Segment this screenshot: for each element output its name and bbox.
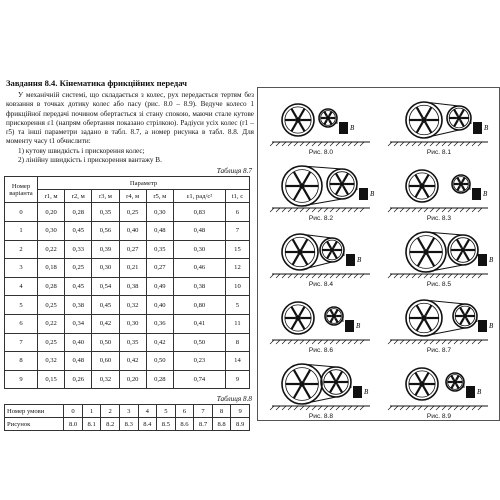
table-cell: 0,22 — [38, 240, 65, 259]
table-col-header: t1, с — [225, 190, 249, 203]
table-cell: 0,42 — [119, 352, 146, 371]
table-8-8 — [4, 404, 250, 431]
table-cell: 3 — [119, 405, 138, 418]
table-cell: 8.7 — [194, 418, 213, 431]
table-cell: 9 — [231, 405, 250, 418]
mechanism-figure — [262, 158, 380, 222]
table-cell: 14 — [225, 352, 249, 371]
table-cell: 7 — [5, 333, 38, 352]
table-cell: 8.8 — [212, 418, 231, 431]
load-label: B — [356, 322, 361, 330]
mechanism-figure — [380, 356, 498, 420]
table-header-variant: Номер варіанта — [5, 177, 38, 203]
mechanism-figure — [380, 290, 498, 354]
mechanism-figure — [380, 158, 498, 222]
table-col-header: r3, м — [92, 190, 119, 203]
table-col-header: r5, м — [146, 190, 173, 203]
table-row — [5, 259, 250, 278]
table-cell: 8.3 — [119, 418, 138, 431]
task-paragraph: У механічній системі, що складається з колес, рух передається тертям без ковзання в точках дотику колес або пасу (рис. 8.0 – 8.9). Ведуче колесо 1 фрикційної передачі почином обертається зі стану спокою, маючи стале кутове прискорення ε1 (напрям обертання показано стрілкою). Радіуси усіх колес (r1 – r5) та інші параметри задано в табл. 8.7, а номер рисунка в табл. 8.8. Для моменту часу t1 обчислити: — [6, 91, 254, 146]
table-cell: 0,48 — [173, 221, 225, 240]
table-cell: 0,25 — [65, 259, 92, 278]
table-cell: 0,30 — [173, 240, 225, 259]
table-row — [5, 277, 250, 296]
task-item-1: 1) кутову швидкість і прискорення колес; — [18, 146, 145, 155]
table-cell: 8.2 — [101, 418, 120, 431]
table-cell: 9 — [225, 370, 249, 389]
table-cell: 6 — [225, 203, 249, 222]
table-cell: 8.6 — [175, 418, 194, 431]
table-cell: 0,18 — [38, 259, 65, 278]
table-cell: 0,32 — [38, 352, 65, 371]
mechanism-figure — [262, 224, 380, 288]
figure-caption: Рис. 8.8 — [308, 413, 334, 420]
figure-caption: Рис. 8.7 — [426, 347, 452, 354]
table-cell: 0,35 — [92, 203, 119, 222]
table-cell: 0,45 — [65, 277, 92, 296]
load-label: B — [357, 256, 362, 264]
table-col-header: r1, м — [38, 190, 65, 203]
table-cell: 0,33 — [65, 240, 92, 259]
load-label: B — [364, 388, 369, 396]
figure-caption: Рис. 8.3 — [426, 215, 452, 222]
table-header-parameter: Параметр — [38, 177, 250, 190]
table-cell: 0,30 — [38, 221, 65, 240]
table-cell: 0,35 — [119, 333, 146, 352]
table-cell: 0,48 — [146, 221, 173, 240]
load-label: B — [370, 190, 375, 198]
table-8-8-row1-label: Номер умови — [5, 405, 64, 418]
table-row — [5, 314, 250, 333]
table-cell: 9 — [5, 370, 38, 389]
table-cell: 8.0 — [64, 418, 83, 431]
mechanism-drawing — [380, 158, 498, 214]
table-cell: 0,25 — [38, 333, 65, 352]
table-cell: 5 — [225, 296, 249, 315]
mechanism-drawing — [262, 356, 380, 412]
table-cell: 4 — [5, 277, 38, 296]
table-cell: 0,38 — [65, 296, 92, 315]
table-cell: 0,28 — [65, 203, 92, 222]
table-cell: 0,38 — [119, 277, 146, 296]
table-cell: 0,32 — [92, 370, 119, 389]
table-cell: 0,80 — [173, 296, 225, 315]
table-cell: 5 — [157, 405, 176, 418]
table-cell: 0,56 — [92, 221, 119, 240]
table-cell: 0,27 — [119, 240, 146, 259]
table-cell: 0,40 — [65, 333, 92, 352]
table-cell: 7 — [225, 221, 249, 240]
task-item-2: 2) лінійну швидкість і прискорення вантажу B. — [18, 156, 162, 165]
mechanism-drawing — [262, 290, 380, 346]
table-cell: 2 — [101, 405, 120, 418]
table-cell: 0,74 — [173, 370, 225, 389]
table-cell: 8.5 — [157, 418, 176, 431]
mechanism-drawing — [262, 158, 380, 214]
mechanism-figure — [380, 224, 498, 288]
table-cell: 0 — [64, 405, 83, 418]
table-cell: 0,26 — [65, 370, 92, 389]
load-label: B — [484, 124, 489, 132]
figure-caption: Рис. 8.2 — [308, 215, 334, 222]
table-cell: 3 — [5, 259, 38, 278]
load-label: B — [483, 190, 488, 198]
table-cell: 0,36 — [146, 314, 173, 333]
table-cell: 0,54 — [92, 277, 119, 296]
table-row — [5, 333, 250, 352]
mechanism-figure — [262, 92, 380, 156]
table-cell: 0,48 — [65, 352, 92, 371]
mechanism-figure — [262, 290, 380, 354]
mechanism-figure — [262, 356, 380, 420]
table-cell: 0,23 — [173, 352, 225, 371]
table-row — [5, 296, 250, 315]
load-label: B — [477, 388, 482, 396]
table-cell: 7 — [194, 405, 213, 418]
figure-caption: Рис. 8.1 — [426, 149, 452, 156]
table-cell: 0,20 — [38, 203, 65, 222]
table-cell: 0,30 — [119, 314, 146, 333]
table-cell: 0,50 — [92, 333, 119, 352]
table-row — [5, 203, 250, 222]
table-cell: 5 — [5, 296, 38, 315]
table-cell: 0,42 — [146, 333, 173, 352]
table-cell: 4 — [138, 405, 157, 418]
table-cell: 11 — [225, 314, 249, 333]
table-col-header: r2, м — [65, 190, 92, 203]
table-cell: 0,21 — [119, 259, 146, 278]
table-cell: 0,50 — [173, 333, 225, 352]
table-cell: 0,46 — [173, 259, 225, 278]
mechanism-drawing — [380, 290, 498, 346]
table-cell: 2 — [5, 240, 38, 259]
mechanism-figure — [380, 92, 498, 156]
table-cell: 0,22 — [38, 314, 65, 333]
table-cell: 0,34 — [65, 314, 92, 333]
table-8-8-row2-label: Рисунок — [5, 418, 64, 431]
table-cell: 0,41 — [173, 314, 225, 333]
table-cell: 1 — [5, 221, 38, 240]
table-cell: 8.1 — [82, 418, 101, 431]
task-text-column — [4, 78, 256, 431]
table-8-8-caption: Таблиця 8.8 — [216, 395, 252, 404]
table-col-header: ε1, рад/с² — [173, 190, 225, 203]
table-cell: 12 — [225, 259, 249, 278]
table-cell: 0,28 — [146, 370, 173, 389]
table-cell: 0,40 — [146, 296, 173, 315]
table-cell: 0,27 — [146, 259, 173, 278]
table-cell: 1 — [82, 405, 101, 418]
table-cell: 10 — [225, 277, 249, 296]
table-cell: 0,30 — [146, 203, 173, 222]
table-cell: 0,50 — [146, 352, 173, 371]
figure-caption: Рис. 8.4 — [308, 281, 334, 288]
table-cell: 0,38 — [173, 277, 225, 296]
figure-caption: Рис. 8.6 — [308, 347, 334, 354]
load-label: B — [489, 322, 494, 330]
table-cell: 0,25 — [38, 296, 65, 315]
table-8-7 — [4, 176, 250, 389]
mechanism-drawing — [262, 92, 380, 148]
table-cell: 15 — [225, 240, 249, 259]
table-cell: 0,20 — [119, 370, 146, 389]
figure-caption: Рис. 8.5 — [426, 281, 452, 288]
table-cell: 8 — [225, 333, 249, 352]
table-cell: 8.9 — [231, 418, 250, 431]
table-cell: 8 — [212, 405, 231, 418]
table-cell: 0,28 — [38, 277, 65, 296]
figure-caption: Рис. 8.9 — [426, 413, 452, 420]
mechanism-drawing — [380, 92, 498, 148]
table-cell: 6 — [5, 314, 38, 333]
table-row — [5, 240, 250, 259]
table-cell: 6 — [175, 405, 194, 418]
table-row — [5, 370, 250, 389]
table-row — [5, 221, 250, 240]
table-cell: 0 — [5, 203, 38, 222]
table-cell: 8.4 — [138, 418, 157, 431]
table-cell: 0,45 — [65, 221, 92, 240]
figures-panel — [257, 87, 500, 421]
table-col-header: r4, м — [119, 190, 146, 203]
table-cell: 8 — [5, 352, 38, 371]
table-cell: 0,60 — [92, 352, 119, 371]
table-cell: 0,49 — [146, 277, 173, 296]
load-label: B — [350, 124, 355, 132]
task-title: Завдання 8.4. Кінематика фрикційних передач — [6, 78, 187, 88]
table-cell: 0,83 — [173, 203, 225, 222]
table-cell: 0,35 — [146, 240, 173, 259]
table-8-7-caption: Таблиця 8.7 — [216, 167, 252, 176]
mechanism-drawing — [262, 224, 380, 280]
figure-caption: Рис. 8.0 — [308, 149, 334, 156]
table-cell: 0,42 — [92, 314, 119, 333]
table-cell: 0,25 — [119, 203, 146, 222]
table-row — [5, 352, 250, 371]
load-label: B — [489, 256, 494, 264]
table-cell: 0,32 — [119, 296, 146, 315]
table-cell: 0,40 — [119, 221, 146, 240]
mechanism-drawing — [380, 224, 498, 280]
table-cell: 0,39 — [92, 240, 119, 259]
table-cell: 0,45 — [92, 296, 119, 315]
table-cell: 0,15 — [38, 370, 65, 389]
mechanism-drawing — [380, 356, 498, 412]
table-cell: 0,30 — [92, 259, 119, 278]
